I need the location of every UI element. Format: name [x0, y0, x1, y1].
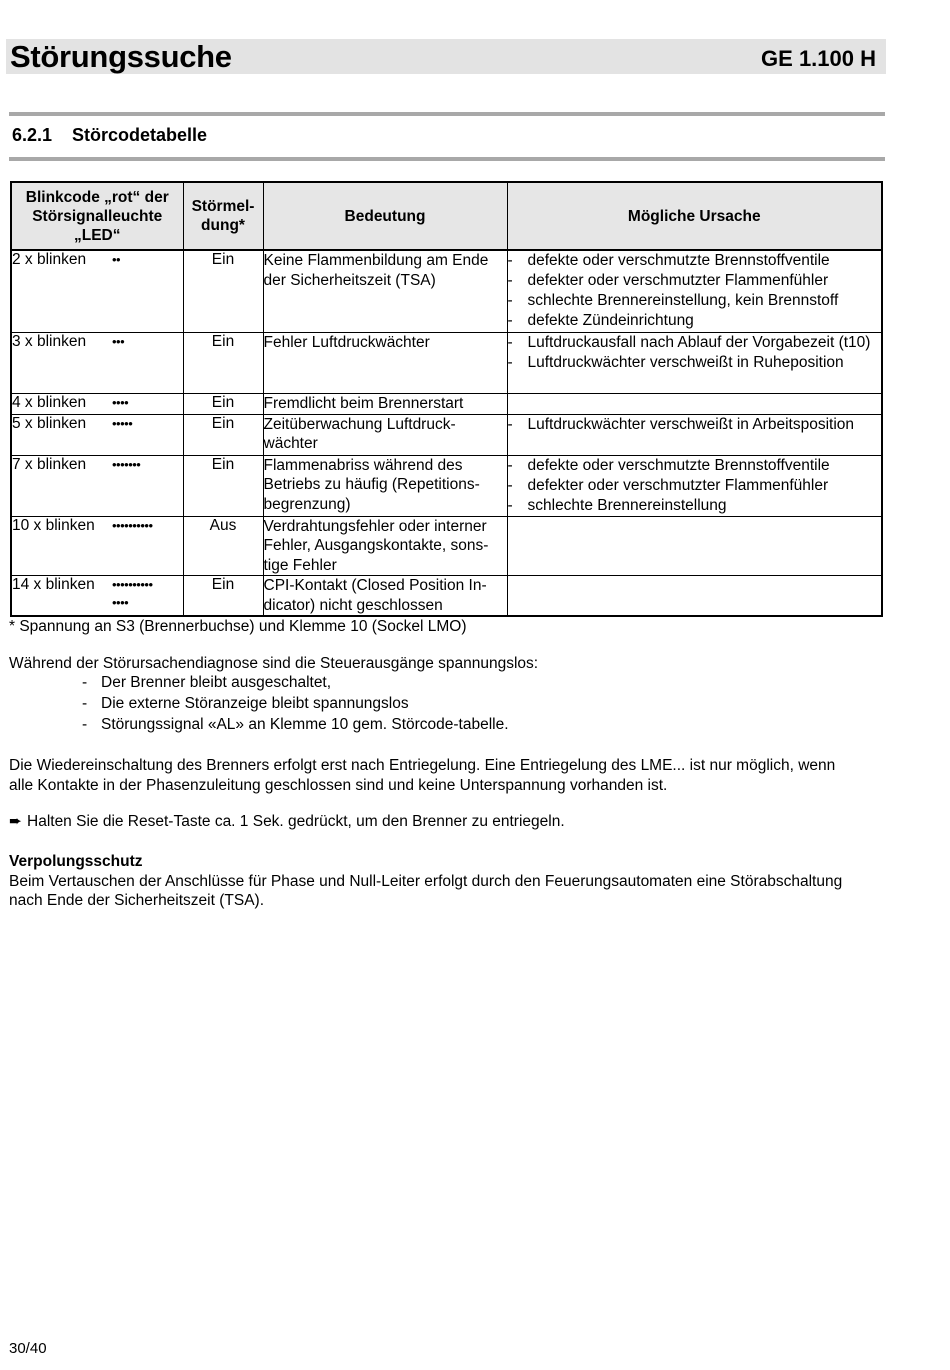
polarity-heading: Verpolungsschutz	[9, 853, 143, 870]
list-item: - Die externe Störanzeige bleibt spannungslos	[82, 695, 409, 712]
cause-cell	[507, 393, 882, 414]
section-heading	[12, 125, 207, 146]
meaning-cell: Keine Flammenbildung am Ende der Sicherheitszeit (TSA)	[263, 250, 507, 332]
blink-code-cell: 5 x blinken •••••	[11, 414, 183, 455]
cause-cell	[507, 576, 882, 617]
list-item: - Luftdruckwächter verschweißt in Ruheposition	[507, 353, 844, 371]
header-meaning: Bedeutung	[263, 182, 507, 250]
table-row	[11, 250, 882, 332]
blink-code-cell: 10 x blinken ••••••••••	[11, 516, 183, 576]
cause-cell	[507, 414, 882, 455]
list-item: - defekte oder verschmutzte Brennstoffventile	[507, 252, 830, 269]
restart-paragraph: Die Wiedereinschaltung des Brenners erfolgt erst nach Entriegelung. Eine Entriegelung des LME... ist nur möglich, wenn alle Kontakte in der Phasenzuleitung geschlossen sind und keine Unterspannung vorhanden ist.	[9, 757, 836, 794]
page-title: Störungssuche	[10, 39, 232, 74]
arrow-right-icon: ➨	[9, 813, 22, 830]
meaning-cell: Fremdlicht beim Brennerstart	[263, 393, 507, 414]
list-item: - defekte oder verschmutzte Brennstoffventile	[507, 456, 830, 474]
list-item: - schlechte Brennereinstellung, kein Brennstoff	[507, 292, 839, 309]
list-item: - Luftdruckausfall nach Ablauf der Vorgabezeit (t10)	[507, 333, 871, 351]
blink-code-cell: 14 x blinken •••••••••• ••••	[11, 576, 183, 617]
list-item: - Der Brenner bleibt ausgeschaltet,	[82, 674, 332, 691]
fault-signal-cell: Ein	[183, 414, 263, 455]
blink-code-cell: 7 x blinken •••••••	[11, 455, 183, 516]
page-number: 30/40	[9, 1340, 47, 1357]
diagnosis-intro: Während der Störursachendiagnose sind die Steuerausgänge spannungslos:	[9, 655, 539, 672]
cause-cell	[507, 332, 882, 393]
diagnosis-list	[82, 672, 509, 735]
list-item: - defekte Zündeinrichtung	[507, 312, 694, 329]
divider-bottom	[9, 157, 885, 161]
meaning-cell: Verdrahtungsfehler oder interner Fehler, Ausgangskontakte, sons- tige Fehler	[263, 516, 507, 576]
header-cause: Mögliche Ursache	[507, 182, 882, 250]
fault-signal-cell: Aus	[183, 516, 263, 576]
list-item: - schlechte Brennereinstellung	[507, 496, 727, 514]
table-row	[11, 393, 882, 414]
page-header	[6, 39, 886, 74]
header-fault-signal: Störmel- dung*	[183, 182, 263, 250]
table-row	[11, 455, 882, 516]
blink-code-cell: 3 x blinken •••	[11, 332, 183, 393]
cause-cell	[507, 455, 882, 516]
section-title: Störcodetabelle	[72, 125, 208, 145]
table-row	[11, 516, 882, 576]
fault-signal-cell: Ein	[183, 250, 263, 332]
meaning-cell: Fehler Luftdruckwächter	[263, 332, 507, 393]
cause-cell	[507, 516, 882, 576]
header-blink-code: Blinkcode „rot“ der Störsignalleuchte „LED“	[11, 182, 183, 250]
table-row	[11, 414, 882, 455]
table-footnote: * Spannung an S3 (Brennerbuchse) und Klemme 10 (Sockel LMO)	[9, 618, 467, 635]
list-item: - Störungssignal «AL» an Klemme 10 gem. Störcode-tabelle.	[82, 716, 509, 733]
fault-signal-cell: Ein	[183, 455, 263, 516]
error-code-table	[10, 181, 883, 617]
meaning-cell: CPI-Kontakt (Closed Position In- dicator) nicht geschlossen	[263, 576, 507, 617]
meaning-cell: Zeitüberwachung Luftdruck- wächter	[263, 414, 507, 455]
table-row	[11, 576, 882, 617]
fault-signal-cell: Ein	[183, 332, 263, 393]
table-row	[11, 332, 882, 393]
polarity-section: Verpolungsschutz Beim Vertauschen der Anschlüsse für Phase und Null-Leiter erfolgt durch den Feuerungsautomaten eine Störabschaltung nach Ende der Sicherheitszeit (TSA).	[9, 853, 843, 909]
list-item: - defekter oder verschmutzter Flammenfühler	[507, 476, 829, 494]
blink-code-cell: 4 x blinken ••••	[11, 393, 183, 414]
fault-signal-cell: Ein	[183, 393, 263, 414]
divider-top	[9, 112, 885, 116]
list-item: - defekter oder verschmutzter Flammenfühler	[507, 272, 829, 289]
list-item: - Luftdruckwächter verschweißt in Arbeitsposition	[507, 415, 855, 433]
section-number: 6.2.1	[12, 125, 53, 145]
cause-cell	[507, 250, 882, 332]
document-code: GE 1.100 H	[761, 46, 876, 71]
reset-instruction: ➨ Halten Sie die Reset-Taste ca. 1 Sek. gedrückt, um den Brenner zu entriegeln.	[9, 813, 565, 830]
blink-code-cell: 2 x blinken ••	[11, 250, 183, 332]
table-header-row	[11, 182, 882, 250]
meaning-cell: Flammenabriss während des Betriebs zu häufig (Repetitions- begrenzung)	[263, 455, 507, 516]
fault-signal-cell: Ein	[183, 576, 263, 617]
